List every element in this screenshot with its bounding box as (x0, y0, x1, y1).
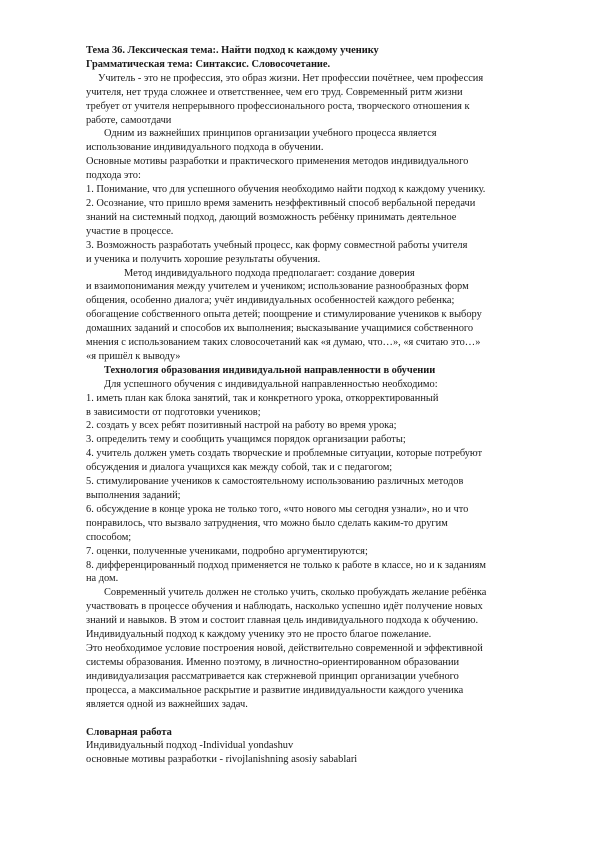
text-line: требует от учителя непрерывного профессионального роста, творческого отношения к (86, 100, 470, 112)
text-line: является одной из важнейших задач. (86, 698, 248, 710)
text-line: 2. Осознание, что пришло время заменить неэффективный способ вербальной передачи (86, 197, 476, 209)
text-line: процесса, а максимальное раскрытие и развитие индивидуальности каждого ученика (86, 684, 464, 696)
text-line: знаний на системный подход, дающий возможность ребёнку принимать деятельное (86, 211, 457, 223)
text-line: участие в процессе. (86, 225, 174, 237)
text-line: 3. Возможность разработать учебный процесс, как форму совместной работы учителя (86, 239, 468, 251)
list-item: понравилось, что вызвало затруднения, что можно было сделать каким-то другим (86, 517, 448, 529)
text-line: и ученика и получить хорошие результаты обучения. (86, 253, 321, 265)
text-line: работе, самоотдачи (86, 114, 172, 126)
list-item: способом; (86, 531, 132, 543)
list-item: 5. стимулирование учеников к самостоятельному использованию различных методов (86, 476, 464, 488)
list-item: на дом. (86, 573, 119, 585)
list-intro: Для успешного обучения с индивидуальной направленностью необходимо: (104, 378, 438, 390)
list-item: 3. определить тему и сообщить учащимся порядок организации работы; (86, 434, 406, 446)
text-line: обогащение собственного опыта детей; поощрение и стимулирование учеников к выбору (86, 309, 482, 321)
text-line: подхода это: (86, 170, 141, 182)
text-line: системы образования. Именно поэтому, в личностно-ориентированном образовании (86, 656, 460, 668)
text-line: индивидуализация рассматривается как стержневой принцип организации учебного (86, 670, 459, 682)
text-line: Это необходимое условие построения новой, действительно современной и эффективной (86, 642, 483, 654)
text-line: домашних заданий и способов их выполнения; высказывание учащимися собственного (86, 323, 474, 335)
list-item: 6. обсуждение в конце урока не только того, «что нового мы сегодня узнали», но и что (86, 503, 469, 515)
text-line: участвовать в процессе обучения и наблюдать, насколько успешно идёт получение новых (86, 601, 483, 613)
section-heading: Технология образования индивидуальной направленности в обучении (104, 364, 436, 376)
text-line: Метод индивидуального подхода предполагает: создание доверия (124, 267, 415, 279)
text-line: Индивидуальный подход к каждому ученику это не просто благое пожелание. (86, 629, 432, 641)
text-line: знаний и навыков. В этом и состоит главная цель индивидуального подхода к обучению. (86, 615, 479, 627)
list-item: 8. дифференцированный подход применяется не только к работе в классе, но и к заданиям (86, 559, 486, 571)
text-line: Основные мотивы разработки и практического применения методов индивидуального (86, 156, 469, 168)
list-item: 1. иметь план как блока занятий, так и конкретного урока, откорректированный (86, 392, 439, 404)
text-line: Одним из важнейших принципов организации учебного процесса является (104, 128, 437, 140)
requirements-list (86, 378, 566, 587)
vocabulary-item: основные мотивы разработки - rivojlanishning asosiy sabablari (86, 754, 358, 766)
list-item: 7. оценки, полученные учениками, подробно аргументируются; (86, 545, 368, 557)
spacer (86, 712, 566, 726)
intro-paragraph (86, 72, 566, 128)
list-item: обсуждения и диалога учащихся как между собой, так и с педагогом; (86, 462, 393, 474)
text-line: Современный учитель должен не столько учить, сколько пробуждать желание ребёнка (104, 587, 487, 599)
text-line: учителя, нет труда сложнее и ответственнее, чем его труд. Современный ритм жизни (86, 86, 463, 98)
list-item: 2. создать у всех ребят позитивный настрой на работу во время урока; (86, 420, 397, 432)
text-line: и взаимопонимания между учителем и учеником; использование разнообразных форм (86, 281, 469, 293)
method-paragraph (86, 267, 566, 364)
text-line: Учитель - это не профессия, это образ жизни. Нет профессии почётнее, чем профессия (98, 72, 484, 84)
vocabulary-item: Индивидуальный подход -Individual yondashuv (86, 740, 294, 752)
motives-paragraph (86, 127, 566, 266)
text-line: общения, особенно диалога; учёт индивидуальных особенностей каждого ребенка; (86, 295, 455, 307)
text-line: «я пришёл к выводу» (86, 350, 181, 362)
topic-title: Тема 36. Лексическая тема:. Найти подход к каждому ученику (86, 45, 379, 56)
text-line: мнения с использованием таких словосочетаний как «я думаю, что…», «я считаю это…» (86, 337, 481, 349)
vocabulary-heading: Словарная работа (86, 726, 172, 738)
vocabulary-list (86, 739, 566, 767)
list-item: выполнения заданий; (86, 490, 181, 501)
text-line: 1. Понимание, что для успешного обучения необходимо найти подход к каждому ученику. (86, 184, 486, 196)
text-line: использование индивидуального подхода в обучении. (86, 142, 324, 154)
grammar-topic: Грамматическая тема: Синтаксис. Словосочетание. (86, 58, 331, 70)
conclusion-paragraph (86, 586, 566, 711)
list-item: в зависимости от подготовки учеников; (86, 406, 261, 418)
list-item: 4. учитель должен уметь создать творческие и проблемные ситуации, которые потребуют (86, 448, 483, 460)
